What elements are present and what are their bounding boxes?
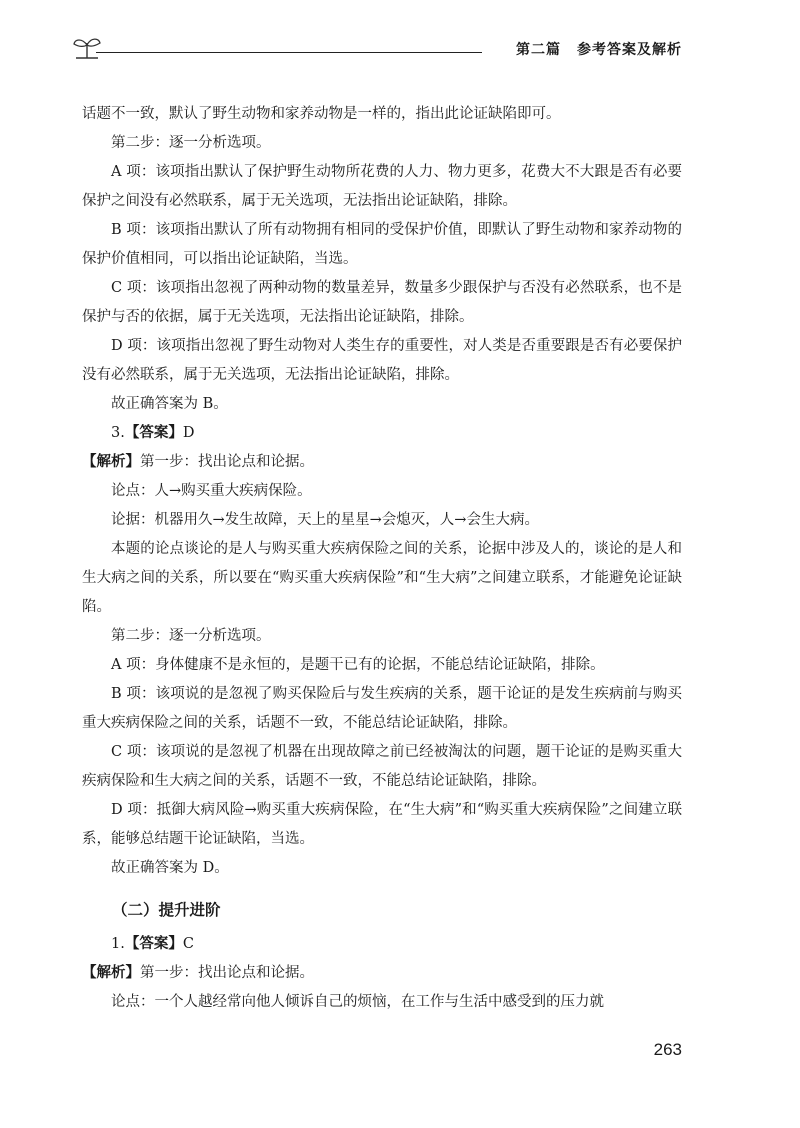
- paragraph: C 项：该项说的是忽视了机器在出现故障之前已经被淘汰的问题，题干论证的是购买重大疾病保险和生大病之间的关系，话题不一致，不能总结论证缺陷，排除。: [82, 744, 682, 789]
- paragraph: 话题不一致，默认了野生动物和家养动物是一样的，指出此论证缺陷即可。: [82, 106, 561, 122]
- section-heading: （二）提升进阶: [112, 901, 221, 919]
- paragraph: 故正确答案为 B。: [111, 396, 228, 412]
- paragraph: B 项：该项说的是忽视了购买保险后与发生疾病的关系，题干论证的是发生疾病前与购买重大疾病保险之间的关系，话题不一致，不能总结论证缺陷，排除。: [82, 686, 682, 731]
- answer-value: D: [182, 425, 195, 441]
- paragraph: C 项：该项指出忽视了两种动物的数量差异，数量多少跟保护与否没有必然联系，也不是保护与否的依据，属于无关选项，无法指出论证缺陷，排除。: [82, 280, 682, 325]
- paragraph: D 项：抵御大病风险→购买重大疾病保险，在“生大病”和“购买重大疾病保险”之间建立联系，能够总结题干论证缺陷，当选。: [82, 802, 682, 847]
- header-rule: [96, 52, 482, 53]
- answer-label: 【答案】: [124, 936, 183, 952]
- question-number: 3.: [111, 425, 125, 441]
- answer-label: 【答案】: [124, 425, 183, 441]
- header-section: 参考答案及解析: [577, 42, 682, 58]
- paragraph: A 项：该项指出默认了保护野生动物所花费的人力、物力更多，花费大不大跟是否有必要保护之间没有必然联系，属于无关选项，无法指出论证缺陷，排除。: [82, 164, 682, 209]
- page-content: [82, 100, 682, 1017]
- page-header: [72, 34, 682, 64]
- analysis-label: 【解析】: [82, 965, 140, 981]
- answer-value: C: [182, 936, 194, 952]
- paragraph: D 项：该项指出忽视了野生动物对人类生存的重要性，对人类是否重要跟是否有必要保护没有必然联系，属于无关选项，无法指出论证缺陷，排除。: [82, 338, 682, 383]
- sprout-icon: [72, 34, 102, 60]
- analysis-line: [82, 448, 682, 477]
- header-part: 第二篇: [516, 42, 561, 58]
- paragraph: 第二步：逐一分析选项。: [111, 135, 271, 151]
- analysis-step: 第一步：找出论点和论据。: [140, 454, 314, 470]
- paragraph: 论点：一个人越经常向他人倾诉自己的烦恼，在工作与生活中感受到的压力就: [111, 994, 604, 1010]
- answer-line: [82, 930, 682, 959]
- paragraph: 本题的论点谈论的是人与购买重大疾病保险之间的关系，论据中涉及人的，谈论的是人和生大病之间的关系，所以要在“购买重大疾病保险”和“生大病”之间建立联系，才能避免论证缺陷。: [82, 541, 682, 615]
- analysis-label: 【解析】: [82, 454, 140, 470]
- paragraph: A 项：身体健康不是永恒的，是题干已有的论据，不能总结论证缺陷，排除。: [111, 657, 605, 673]
- analysis-line: [82, 959, 682, 988]
- paragraph: B 项：该项指出默认了所有动物拥有相同的受保护价值，即默认了野生动物和家养动物的保护价值相同，可以指出论证缺陷，当选。: [82, 222, 682, 267]
- paragraph: 故正确答案为 D。: [111, 860, 229, 876]
- question-number: 1.: [111, 936, 125, 952]
- paragraph: 第二步：逐一分析选项。: [111, 628, 271, 644]
- paragraph: 论点：人→购买重大疾病保险。: [111, 483, 312, 499]
- page-number: 263: [653, 1040, 682, 1059]
- paragraph: 论据：机器用久→发生故障，天上的星星→会熄灭，人→会生大病。: [111, 512, 539, 528]
- answer-line: [82, 419, 682, 448]
- analysis-step: 第一步：找出论点和论据。: [140, 965, 314, 981]
- header-title: [516, 39, 682, 59]
